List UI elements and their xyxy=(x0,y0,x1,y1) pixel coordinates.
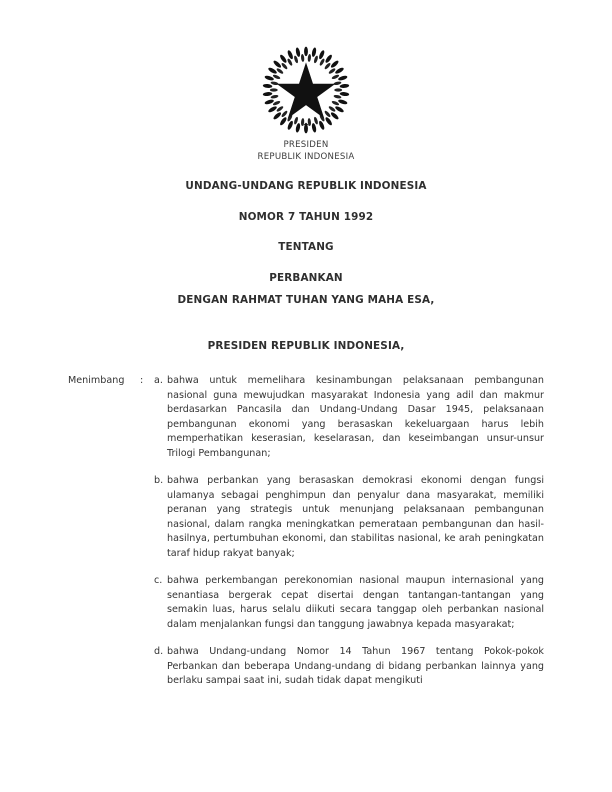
emblem-caption-line-1: PRESIDEN xyxy=(283,140,329,150)
list-item xyxy=(154,645,544,689)
considerations-label: Menimbang xyxy=(68,375,125,386)
title-subject: PERBANKAN xyxy=(269,271,343,284)
considerations-list xyxy=(154,374,544,689)
document-title-block xyxy=(0,180,612,284)
list-item-text: bahwa perkembangan perekonomian nasional maupun internasional yang senantiasa bergerak cepat disertai dengan tantangan-tantangan yang semakin luas, harus selalu diikuti secara tanggap oleh perbankan nasional dalam menjalankan fungsi dan tanggung jawabnya kepada masyarakat; xyxy=(167,575,544,630)
list-item-marker: b. xyxy=(154,475,164,487)
considerations-colon: : xyxy=(140,375,144,386)
emblem-block xyxy=(0,44,612,163)
list-item-marker: d. xyxy=(154,646,164,657)
list-item xyxy=(154,574,544,632)
list-item-text: bahwa perbankan yang berasaskan demokrasi ekonomi dengan fungsi ulamanya sebagai penghimpun dan penyalur dana masyarakat, memiliki peranan yang strategis untuk menunjang pelaksanaan pembangunan nasional, dalam rangka meningkatkan pemerataan pembangunan dan hasil-hasilnya, pertumbuhan ekonomi, dan stabilitas nasional, ke arah peningkatan taraf hidup rakyat banyak; xyxy=(167,475,544,560)
list-item-text: bahwa untuk memelihara kesinambungan pelaksanaan pembangunan nasional guna mewujudkan masyarakat Indonesia yang adil dan makmur berdasarkan Pancasila dan Undang-Undang Dasar 1945, pelaksanaan pembangunan ekonomi yang berasaskan kekeluargaan harus lebih memperhatikan keserasian, keselarasan, dan keseimbangan unsur-unsur Trilogi Pembangunan; xyxy=(167,375,544,459)
emblem-caption-line-2: REPUBLIK INDONESIA xyxy=(257,151,355,162)
title-number-year: NOMOR 7 TAHUN 1992 xyxy=(238,210,374,223)
list-item-marker: c. xyxy=(154,575,163,587)
considerations-row xyxy=(68,374,544,689)
title-law-type: UNDANG-UNDANG REPUBLIK INDONESIA xyxy=(185,180,427,192)
title-about-label: TENTANG xyxy=(278,241,334,253)
considerations-section xyxy=(68,374,544,689)
emblem-caption xyxy=(0,140,612,163)
preamble-blessing: DENGAN RAHMAT TUHAN YANG MAHA ESA, xyxy=(177,294,435,306)
list-item xyxy=(154,374,544,462)
preamble-block xyxy=(0,294,612,352)
list-item xyxy=(154,474,544,562)
list-item-text: bahwa Undang-undang Nomor 14 Tahun 1967 tentang Pokok-pokok Perbankan dan beberapa Undang-undang di bidang perbankan lainnya yang berlaku sampai saat ini, sudah tidak dapat mengikuti xyxy=(167,646,544,687)
preamble-authority: PRESIDEN REPUBLIK INDONESIA, xyxy=(207,340,405,352)
indonesian-presidential-seal-icon xyxy=(260,44,352,136)
list-item-marker: a. xyxy=(154,375,163,386)
